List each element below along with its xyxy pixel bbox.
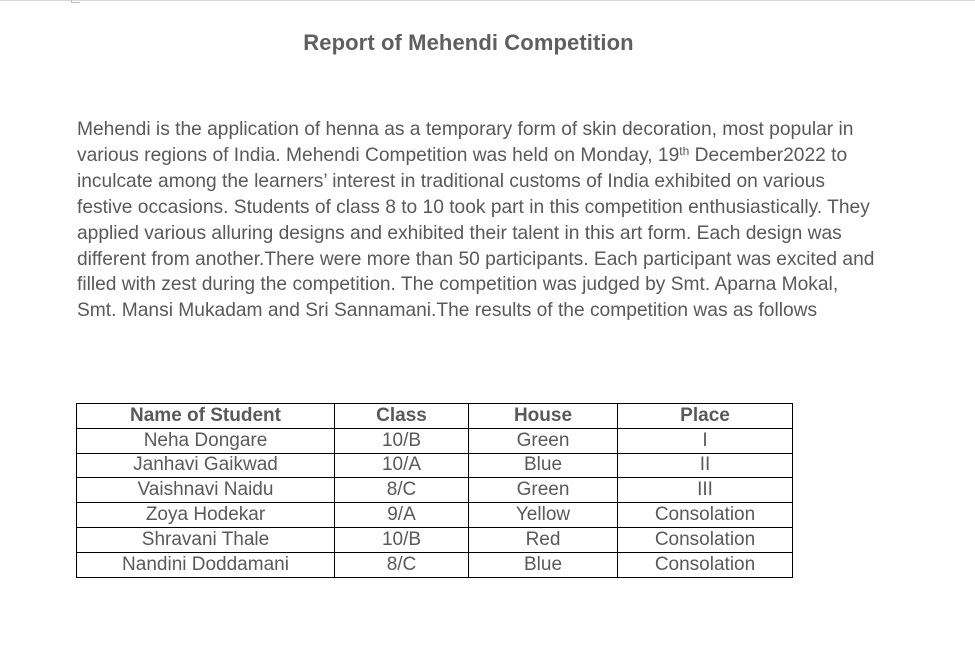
cell-house: Red [469, 527, 618, 552]
cell-place: Consolation [618, 503, 793, 528]
paragraph-text-part-1: Mehendi is the application of henna as a temporary form of skin decoration, most popular in various regions of India. Mehendi Competition was held on Monday, 19 [77, 119, 854, 166]
cell-class: 8/C [335, 478, 469, 503]
cell-place: II [618, 453, 793, 478]
paragraph-text-part-2: December2022 to inculcate among the learners’ interest in traditional customs of India exhibited on various festive occasions. Students of class 8 to 10 took part in this competition enthusiastically. They applied various alluring designs and exhibited their talent in this art form. Each design was different from another.There were more than 50 participants. Each participant was excited and filled with zest during the competition. The competition was judged by Smt. Aparna Mokal, Smt. Mansi Mukadam and Sri Sannamani.The results of the competition was as follows [77, 144, 875, 322]
table-header-row [77, 404, 793, 429]
cell-place: I [618, 428, 793, 453]
header-name-of-student: Name of Student [77, 404, 335, 429]
cell-place: Consolation [618, 527, 793, 552]
cell-house: Green [469, 478, 618, 503]
header-class: Class [335, 404, 469, 429]
cell-student-name: Neha Dongare [77, 428, 335, 453]
cell-class: 10/B [335, 428, 469, 453]
cell-student-name: Vaishnavi Naidu [77, 478, 335, 503]
page-top-border [0, 0, 975, 1]
results-table [76, 403, 793, 578]
cell-class: 9/A [335, 503, 469, 528]
cell-house: Yellow [469, 503, 618, 528]
table-row [77, 453, 793, 478]
cell-student-name: Janhavi Gaikwad [77, 453, 335, 478]
header-place: Place [618, 404, 793, 429]
cell-class: 10/A [335, 453, 469, 478]
cell-house: Blue [469, 453, 618, 478]
report-paragraph [77, 117, 877, 324]
document-title: Report of Mehendi Competition [303, 30, 634, 55]
page-margin-corner-mark [71, 0, 80, 3]
table-row [77, 478, 793, 503]
cell-student-name: Shravani Thale [77, 527, 335, 552]
cell-place: III [618, 478, 793, 503]
cell-house: Blue [469, 552, 618, 577]
header-house: House [469, 404, 618, 429]
cell-class: 8/C [335, 552, 469, 577]
table-row [77, 552, 793, 577]
table-row [77, 503, 793, 528]
table-row [77, 527, 793, 552]
cell-student-name: Zoya Hodekar [77, 503, 335, 528]
cell-place: Consolation [618, 552, 793, 577]
date-ordinal-superscript: th [679, 143, 690, 158]
table-row [77, 428, 793, 453]
cell-student-name: Nandini Doddamani [77, 552, 335, 577]
cell-class: 10/B [335, 527, 469, 552]
cell-house: Green [469, 428, 618, 453]
